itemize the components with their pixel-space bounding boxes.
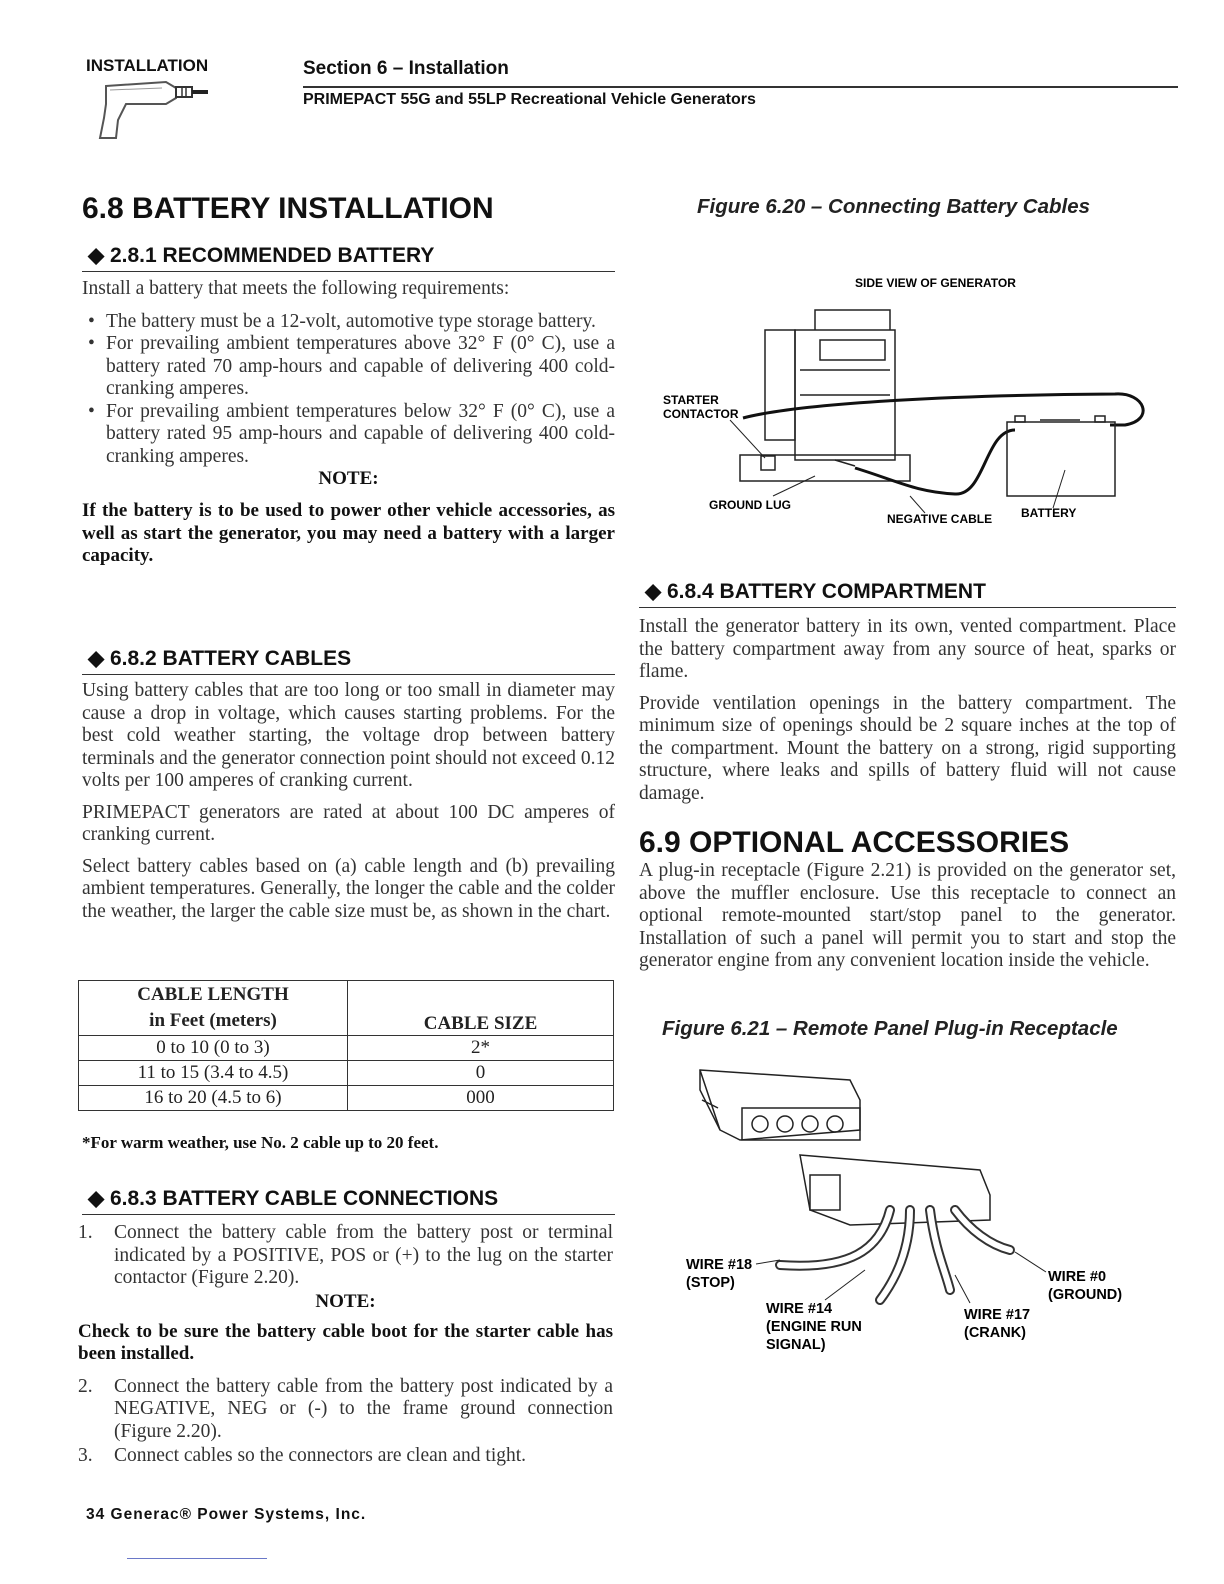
battery-cables-p3: Select battery cables based on (a) cable length and (b) prevailing ambient temperatures. Generally, the longer the cable and the colder the weather, the larger the cable size must be, as shown in the chart. xyxy=(82,855,615,922)
wire-18-label-1: WIRE #18 xyxy=(686,1257,753,1273)
table-header-size: CABLE SIZE xyxy=(348,981,614,1036)
list-item: 2. Connect the battery cable from the battery post indicated by a NEGATIVE, NEG or (-) to the frame ground connection (Figure 2.20). xyxy=(78,1375,613,1442)
heading-6-8-3-rule xyxy=(82,1214,615,1215)
recommended-battery-intro: Install a battery that meets the following requirements: xyxy=(82,278,510,299)
cell-length: 16 to 20 (4.5 to 6) xyxy=(79,1086,348,1111)
table-header-length: CABLE LENGTH in Feet (meters) xyxy=(79,981,348,1036)
heading-6-8-2-rule xyxy=(82,674,615,675)
note-text: If the battery is to be used to power other vehicle accessories, as well as start the generator, you may need a battery with a larger capacity. xyxy=(82,500,615,566)
battery-requirements-list xyxy=(82,311,615,469)
figure-6-21-caption: Figure 6.21 – Remote Panel Plug-in Receptacle xyxy=(662,1017,1118,1040)
list-item: 3. Connect cables so the connectors are clean and tight. xyxy=(78,1445,527,1466)
wire-0-label-1: WIRE #0 xyxy=(1048,1269,1107,1285)
heading-6-8: 6.8 BATTERY INSTALLATION xyxy=(82,192,494,225)
note-label: NOTE: xyxy=(318,468,379,489)
starter-label-1: STARTER xyxy=(663,393,719,407)
cables-drawing xyxy=(743,394,1143,494)
connections-list-1 xyxy=(78,1222,613,1290)
heading-6-8-4: ◆ 6.8.4 BATTERY COMPARTMENT xyxy=(645,580,986,603)
list-item: • The battery must be a 12-volt, automotive type storage battery. xyxy=(82,311,615,334)
list-item: 1. Connect the battery cable from the battery post or terminal indicated by a POSITIVE, POS or (+) to the lug on the starter contactor (Figure 2.20). xyxy=(78,1222,613,1288)
heading-6-8-4-rule xyxy=(639,607,1176,608)
ground-lug-label: GROUND LUG xyxy=(709,498,791,512)
cell-size: 0 xyxy=(348,1061,614,1086)
heading-6-8-3: ◆ 6.8.3 BATTERY CABLE CONNECTIONS xyxy=(88,1187,499,1210)
battery-cables-diagram xyxy=(655,270,1175,535)
header-divider xyxy=(303,86,1178,88)
cell-length: 11 to 15 (3.4 to 4.5) xyxy=(79,1061,348,1086)
heading-2-8-1-rule xyxy=(82,271,615,272)
note-text: Check to be sure the battery cable boot for the starter cable has been installed. xyxy=(78,1320,613,1364)
heading-6-9: 6.9 OPTIONAL ACCESSORIES xyxy=(639,826,1070,859)
battery-cables-p2: PRIMEPACT generators are rated at about 100 DC amperes of cranking current. xyxy=(82,801,615,845)
wire-0-label-2: (GROUND) xyxy=(1048,1287,1123,1303)
wire-17-label-2: (CRANK) xyxy=(964,1325,1027,1341)
wire-14-label-2: (ENGINE RUN xyxy=(766,1319,862,1335)
battery-cables-p1: Using battery cables that are too long or too small in diameter may cause a drop in voltage, which causes starting problems. For the best cold weather starting, the voltage drop between battery terminals and the generator connection point should not exceed 0.12 volts per 100 amperes of cranking current. xyxy=(82,680,615,791)
list-item: • For prevailing ambient temperatures below 32° F (0° C), use a battery rated 95 amp-hours and capable of delivering 400 cold-cranking amperes. xyxy=(82,401,615,469)
cell-size: 000 xyxy=(348,1086,614,1111)
header-tab: INSTALLATION xyxy=(86,56,209,75)
wire-14-label-3: SIGNAL) xyxy=(766,1337,826,1353)
battery-compartment-p2: Provide ventilation openings in the battery compartment. The minimum size of openings should be 2 square inches at the top of the compartment. Mount the battery on a strong, rigid supporting structure, where leaks and spills of battery fluid will not cause damage. xyxy=(639,692,1176,804)
table-row xyxy=(79,1036,614,1061)
section-title: Section 6 – Installation xyxy=(303,58,509,79)
cell-size: 2* xyxy=(348,1036,614,1061)
cable-size-table xyxy=(78,980,614,1111)
page-footer: 34 Generac® Power Systems, Inc. xyxy=(86,1506,367,1523)
generator-drawing xyxy=(740,310,910,481)
remote-panel-diagram xyxy=(680,1060,1170,1360)
document-subtitle: PRIMEPACT 55G and 55LP Recreational Vehicle Generators xyxy=(303,91,756,108)
wire-14-label-1: WIRE #14 xyxy=(766,1301,833,1317)
connections-list-2 xyxy=(78,1376,613,1468)
cell-length: 0 to 10 (0 to 3) xyxy=(79,1036,348,1061)
heading-2-8-1: ◆ 2.8.1 RECOMMENDED BATTERY xyxy=(88,244,435,267)
note-label: NOTE: xyxy=(315,1290,376,1312)
footer-rule xyxy=(127,1558,267,1559)
optional-accessories-p1: A plug-in receptacle (Figure 2.21) is provided on the generator set, above the muffler enclosure. Use this receptacle to connect an optional remote-mounted start/stop panel to the generator. Installation of such a panel will permit you to start and stop the generator engine from any convenient location inside the vehicle. xyxy=(639,860,1176,971)
list-item: • For prevailing ambient temperatures above 32° F (0° C), use a battery rated 70 amp-hours and capable of delivering 400 cold-cranking amperes. xyxy=(82,333,615,401)
table-footnote: *For warm weather, use No. 2 cable up to 20 feet. xyxy=(82,1133,439,1152)
side-view-label: SIDE VIEW OF GENERATOR xyxy=(855,276,1016,290)
starter-label-2: CONTACTOR xyxy=(663,407,739,421)
negative-cable-label: NEGATIVE CABLE xyxy=(887,512,993,526)
table-row xyxy=(79,1086,614,1111)
table-row xyxy=(79,1061,614,1086)
heading-6-8-2: ◆ 6.8.2 BATTERY CABLES xyxy=(88,647,352,670)
battery-label: BATTERY xyxy=(1021,506,1077,520)
receptacle-drawing xyxy=(700,1070,990,1225)
wire-18-label-2: (STOP) xyxy=(686,1275,735,1291)
drill-icon xyxy=(86,76,236,146)
battery-compartment-p1: Install the generator battery in its own, vented compartment. Place the battery compartment away from any source of heat, sparks or flame. xyxy=(639,616,1176,682)
figure-6-20-caption: Figure 6.20 – Connecting Battery Cables xyxy=(697,195,1091,218)
wire-17-label-1: WIRE #17 xyxy=(964,1307,1031,1323)
